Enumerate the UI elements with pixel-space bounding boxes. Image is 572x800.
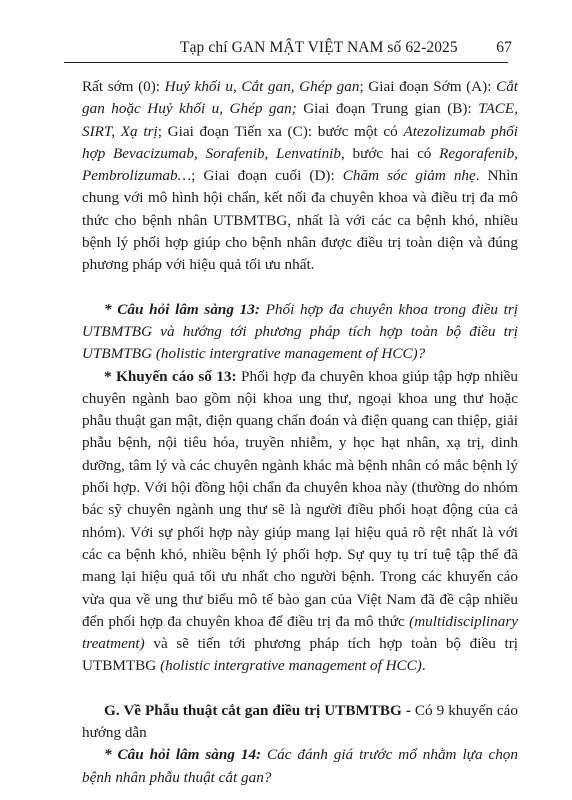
journal-title: Tạp chí GAN MẬT VIỆT NAM số 62-2025 [180,39,458,56]
recommendation-label: * Khuyến cáo số 13: [104,367,237,385]
header-rule [64,62,508,63]
spacer [82,277,518,299]
question-text: Phối hợp đa chuyên khoa trong điều trị UTBMTBG và hướng tới phương pháp tích hợp toàn bộ điều trị UTBMTBG (holistic intergrative management of HCC)? [82,300,518,363]
recommendation-13: * Khuyến cáo số 13: Phối hợp đa chuyên khoa giúp tập hợp nhiều chuyên ngành bao gồm nội khoa ung thư, ngoại khoa ung thư hoặc phẫu thuật gan mật, điện quang chẩn đoán và điện quang can thiệp, giải phẫu bệnh, nội tiêu hóa, truyền nhiễm, y học hạt nhân, xạ trị, dinh dưỡng, tâm lý và các chuyên ngành khác mà bệnh nhân có mắc bệnh lý phối hợp. Với hội đồng hội chẩn đa chuyên khoa này (thường do nhóm bác sỹ chuyên ngành ung thư sẽ là người điều phối hoạt động của cả nhóm). Với sự phối hợp này giúp mang lại hiệu quả rõ rệt nhất là với các ca bệnh khó, nhiều bệnh lý phối hợp. Sự quy tụ trí tuệ tập thể đã mang lại hiệu quả tối ưu nhất cho người bệnh. Trong các khuyến cáo vừa qua về ung thư biểu mô tế bào gan của Việt Nam đã đề cập nhiều đến phối hợp đa chuyên khoa để điều trị đa mô thức (multidisciplinary treatment) và sẽ tiến tới phương pháp tích hợp toàn bộ điều trị UTBMTBG (holistic intergrative management of HCC). [82,367,518,675]
page-number: 67 [496,39,512,56]
body-text [82,76,518,789]
spacer [82,678,518,700]
clinical-question-14 [82,744,518,789]
clinical-question-13 [82,299,518,366]
paragraph-treatment-stages: Rất sớm (0): Huỷ khối u, Cắt gan, Ghép gan; Giai đoạn Sớm (A): Cắt gan hoặc Huỷ khối u, Ghép gan; Giai đoạn Trung gian (B): TACE, SIRT, Xạ trị; Giai đoạn Tiến xa (C): bước một có Atezolizumab phối hợp Bevacizumab, Sorafenib, Lenvatinib, bước hai có Regorafenib, Pembrolizumab…; Giai đoạn cuối (D): Chăm sóc giảm nhẹ. Nhìn chung với mô hình hội chẩn, kết nối đa chuyên khoa và điều trị đa mô thức cho bệnh nhân UTBMTBG, nhất là với các ca bệnh khó, nhiều bệnh lý phối hợp giúp cho bệnh nhân được điều trị toàn diện và đúng phương pháp với hiệu quả tối ưu nhất. [82,78,519,274]
section-g-heading: G. Về Phẫu thuật cắt gan điều trị UTBMTBG - Có 9 khuyến cáo hướng dẫn [82,701,518,742]
question-label: * Câu hỏi lâm sàng 13: [104,300,260,318]
question-label: * Câu hỏi lâm sàng 14: [104,746,262,764]
running-header [78,36,512,58]
question-text: Các đánh giá trước mổ nhằm lựa chọn bệnh nhân phẫu thuật cắt gan? [82,746,518,786]
section-title: G. Về Phẫu thuật cắt gan điều trị UTBMTBG - [104,701,411,719]
